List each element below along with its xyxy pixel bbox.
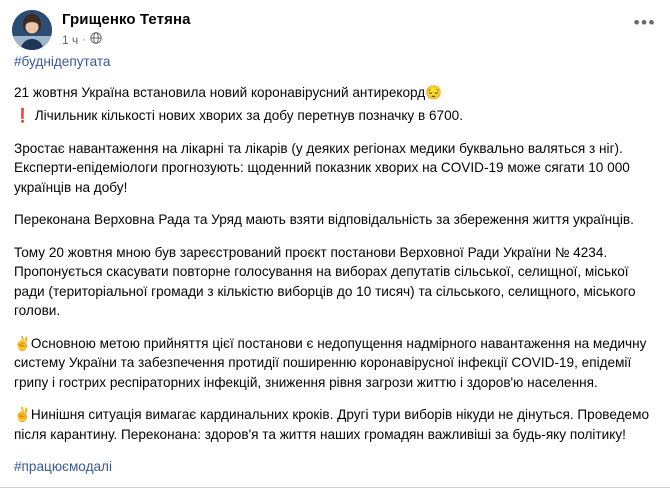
hashtag-bottom[interactable] [14, 457, 656, 477]
post-paragraph-5: Тому 20 жовтня мною був зареєстрований проєкт постанови Верховної Ради України № 4234. Пропонується скасувати повторне голосування на виборах депутатів сільської, селищної, міської ради (територіальної громади з кількістю виборців до 10 тисяч) та сільського, селищного, міського голови. [14, 244, 636, 318]
post-paragraph-3: Зростає навантаження на лікарні та лікарів (у деяких регіонах медики буквально валяться з ніг). Експерти-епідеміологи прогнозують: щоденний показник хворих на COVID-19 може сягати 10 000 українців на добу! [14, 140, 630, 195]
avatar[interactable] [12, 10, 52, 50]
hashtag-bottom-text: #працюємодалі [14, 459, 113, 474]
post-paragraph-4: Переконана Верховна Рада та Уряд мають взяти відповідальність за збереження життя українців. [14, 212, 634, 227]
post-header [0, 0, 670, 52]
hashtag-top[interactable] [14, 52, 656, 72]
post-header-text [62, 10, 191, 47]
post-paragraph-6: ✌Основною метою прийняття цієї постанови є недопущення надмірного навантаження на медичну систему України та забезпечення протидії поширенню коронавірусної інфекції COVID-19, епідемії грипу і гострих респіраторних інфекцій, зниження рівня загрози життю і здоров'ю населення. [14, 335, 647, 390]
post-divider [0, 487, 670, 488]
post-paragraph-2: ❗ Лічильник кількості нових хворих за добу перетнув позначку в 6700. [14, 108, 464, 123]
meta-separator: · [82, 33, 86, 46]
globe-icon[interactable] [90, 32, 102, 47]
post-body [0, 52, 670, 477]
post-meta [62, 32, 191, 47]
ellipsis-icon[interactable]: ••• [633, 13, 656, 32]
post-paragraph-1: 21 жовтня Україна встановила новий коронавірусний антирекорд😔 [14, 84, 443, 100]
post-time[interactable]: 1 ч [62, 32, 79, 47]
post-paragraph-7: ✌Нинішня ситуація вимагає кардинальних кроків. Другі тури виборів нікуди не дінуться. Проведемо після карантину. Переконана: здоров'я та життя наших громадян важливіші за будь-яку політику! [14, 407, 650, 442]
hashtag-top-text: #буднідепутата [14, 54, 111, 69]
author-name[interactable]: Грищенко Тетяна [62, 11, 191, 28]
